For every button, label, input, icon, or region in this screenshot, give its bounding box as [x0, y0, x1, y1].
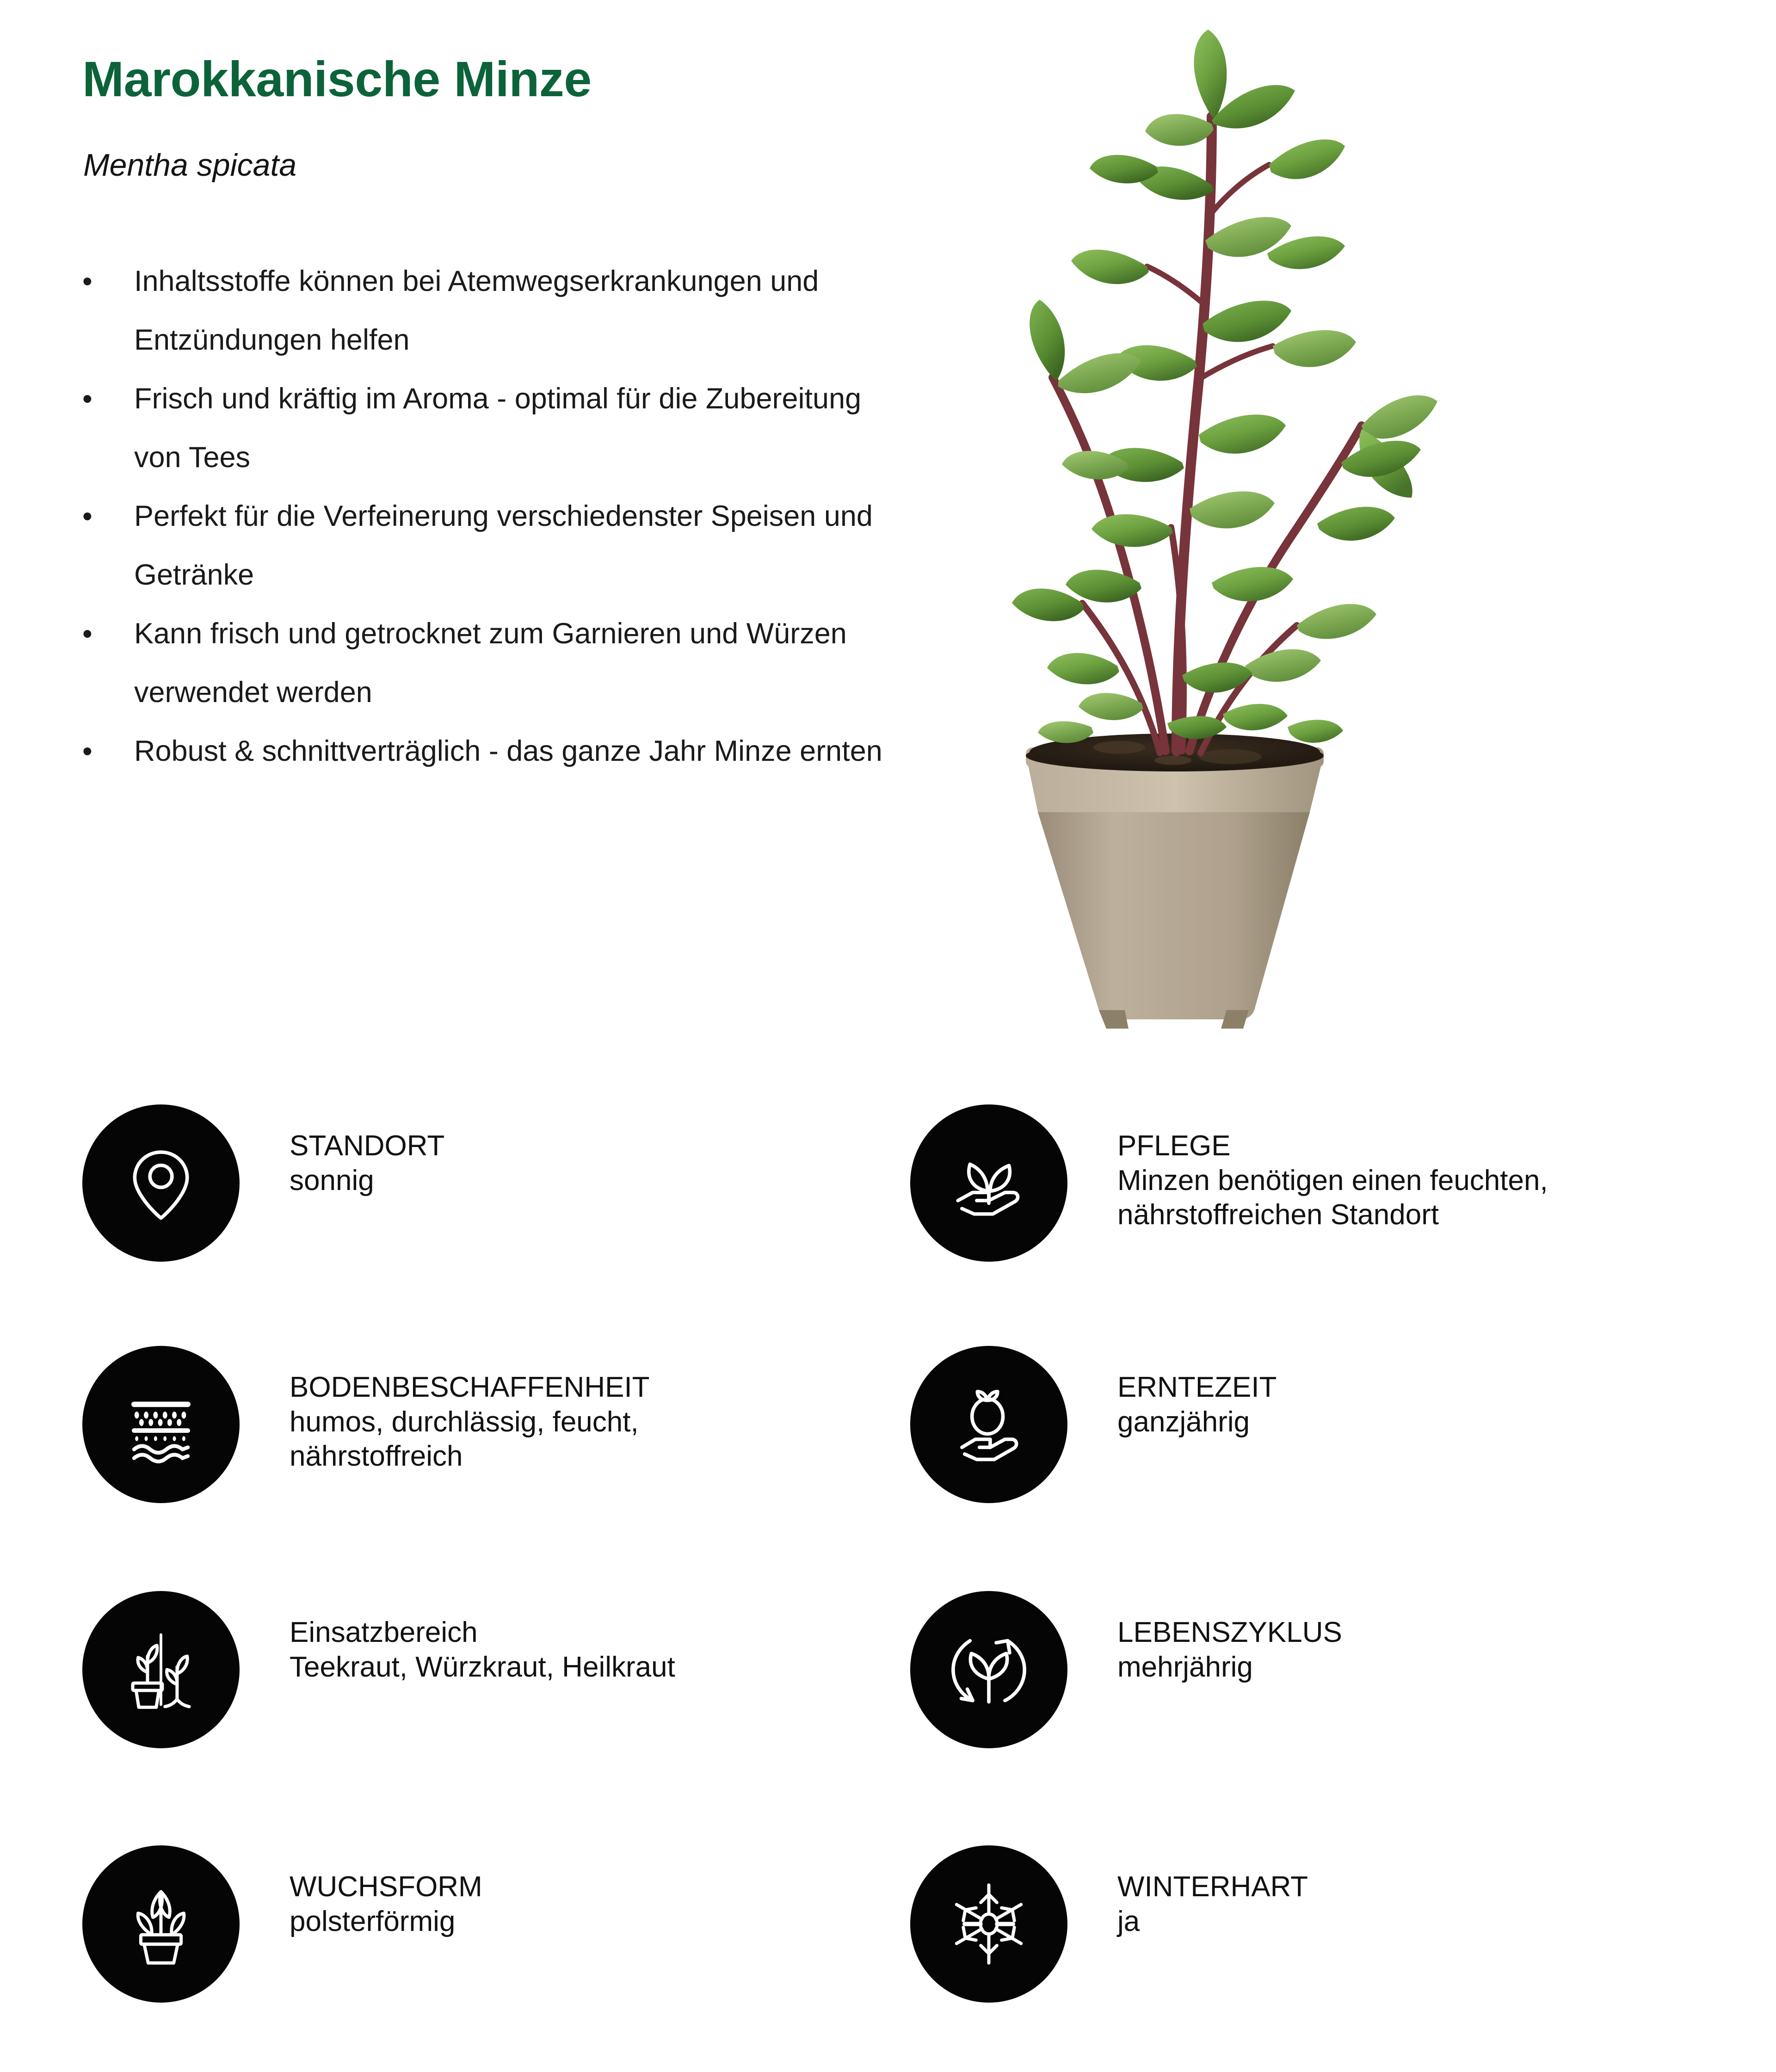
attribute-value-line: mehrjährig	[1117, 1651, 1253, 1683]
potted-plant-icon	[118, 1881, 204, 1967]
attribute-value-line: nährstoffreich	[290, 1440, 463, 1472]
attribute-value	[1117, 1164, 1548, 1232]
plant-leaves	[1012, 30, 1437, 743]
attribute-text	[1117, 1346, 1276, 1439]
attribute-value-line: polsterförmig	[290, 1906, 456, 1937]
attribute-value	[290, 1905, 482, 1939]
attribute-label: PFLEGE	[1117, 1130, 1231, 1162]
page-title: Marokkanische Minze	[82, 51, 592, 107]
attribute-lebenszyklus	[910, 1591, 1342, 1748]
attribute-icon-badge	[82, 1346, 240, 1503]
location-pin-icon	[118, 1140, 204, 1226]
attribute-icon-badge	[910, 1104, 1067, 1262]
attribute-text	[1117, 1591, 1342, 1684]
attribute-erntezeit	[910, 1346, 1276, 1503]
bullet-text: Inhaltsstoffe können bei Atemwegserkrankungen und Entzündungen helfen	[134, 265, 819, 356]
attribute-label: BODENBESCHAFFENHEIT	[290, 1371, 650, 1403]
soil-layers-icon	[118, 1381, 204, 1468]
attribute-value	[1117, 1650, 1342, 1684]
life-cycle-icon	[946, 1627, 1032, 1713]
attribute-label: WUCHSFORM	[290, 1871, 482, 1903]
fruit-in-hand-icon	[946, 1381, 1032, 1468]
attribute-value	[1117, 1905, 1308, 1939]
attribute-label: STANDORT	[290, 1130, 445, 1162]
attribute-value-line: nährstoffreichen Standort	[1117, 1199, 1439, 1231]
attribute-label: ERNTEZEIT	[1117, 1371, 1277, 1403]
attribute-icon-badge	[910, 1591, 1067, 1748]
attribute-icon-badge	[910, 1845, 1067, 2003]
botanical-name: Mentha spicata	[83, 148, 297, 183]
attribute-text	[290, 1346, 650, 1474]
attribute-icon-badge	[82, 1591, 240, 1748]
attribute-text	[1117, 1845, 1308, 1939]
list-item	[74, 252, 902, 370]
attribute-bodenbeschaffenheit	[82, 1346, 650, 1503]
list-item	[74, 722, 902, 781]
list-item	[74, 370, 902, 487]
attribute-standort	[82, 1104, 444, 1262]
attribute-icon-badge	[82, 1845, 240, 2003]
attribute-value-line: ganzjährig	[1117, 1406, 1250, 1438]
attribute-text	[290, 1845, 482, 1939]
attribute-value	[290, 1650, 675, 1684]
attribute-value-line: Teekraut, Würzkraut, Heilkraut	[290, 1651, 675, 1683]
attribute-value-line: ja	[1117, 1906, 1140, 1937]
snowflake-icon	[946, 1881, 1032, 1967]
attribute-wuchsform	[82, 1845, 482, 2003]
pot-and-sprout-icon	[118, 1627, 204, 1713]
attribute-pflege	[910, 1104, 1548, 1262]
attribute-label: WINTERHART	[1117, 1871, 1308, 1903]
attribute-icon-badge	[82, 1104, 240, 1262]
bullet-text: Perfekt für die Verfeinerung verschiedenster Speisen und Getränke	[134, 500, 873, 591]
bullet-marker-icon: •	[82, 265, 92, 297]
plant-in-hand-icon	[946, 1140, 1032, 1226]
attribute-value	[290, 1405, 650, 1474]
attribute-value	[290, 1164, 444, 1198]
attribute-text	[1117, 1104, 1548, 1232]
attribute-value-line: Minzen benötigen einen feuchten,	[1117, 1165, 1548, 1196]
attribute-winterhart	[910, 1845, 1308, 2003]
bullet-marker-icon: •	[82, 383, 92, 415]
list-item	[74, 487, 902, 604]
bullet-text: Kann frisch und getrocknet zum Garnieren und Würzen verwendet werden	[134, 617, 847, 709]
product-photo	[934, 28, 1693, 1041]
list-item	[74, 604, 902, 722]
bullet-marker-icon: •	[82, 618, 92, 650]
bullet-text: Robust & schnittverträglich - das ganze Jahr Minze ernten	[134, 735, 882, 767]
attribute-text	[290, 1104, 444, 1198]
bullet-marker-icon: •	[82, 735, 92, 767]
bullet-marker-icon: •	[82, 500, 92, 532]
attribute-text	[290, 1591, 675, 1684]
bullet-text: Frisch und kräftig im Aroma - optimal für die Zubereitung von Tees	[134, 382, 862, 474]
attribute-einsatzbereich	[82, 1591, 675, 1748]
attribute-value	[1117, 1405, 1276, 1439]
attribute-icon-badge	[910, 1346, 1067, 1503]
attribute-value-line: humos, durchlässig, feucht,	[290, 1406, 639, 1438]
pot-shape	[1026, 740, 1324, 1029]
feature-bullet-list	[74, 252, 902, 781]
attribute-label: Einsatzbereich	[290, 1616, 478, 1648]
attribute-value-line: sonnig	[290, 1165, 374, 1196]
attribute-label: LEBENSZYKLUS	[1117, 1616, 1342, 1648]
